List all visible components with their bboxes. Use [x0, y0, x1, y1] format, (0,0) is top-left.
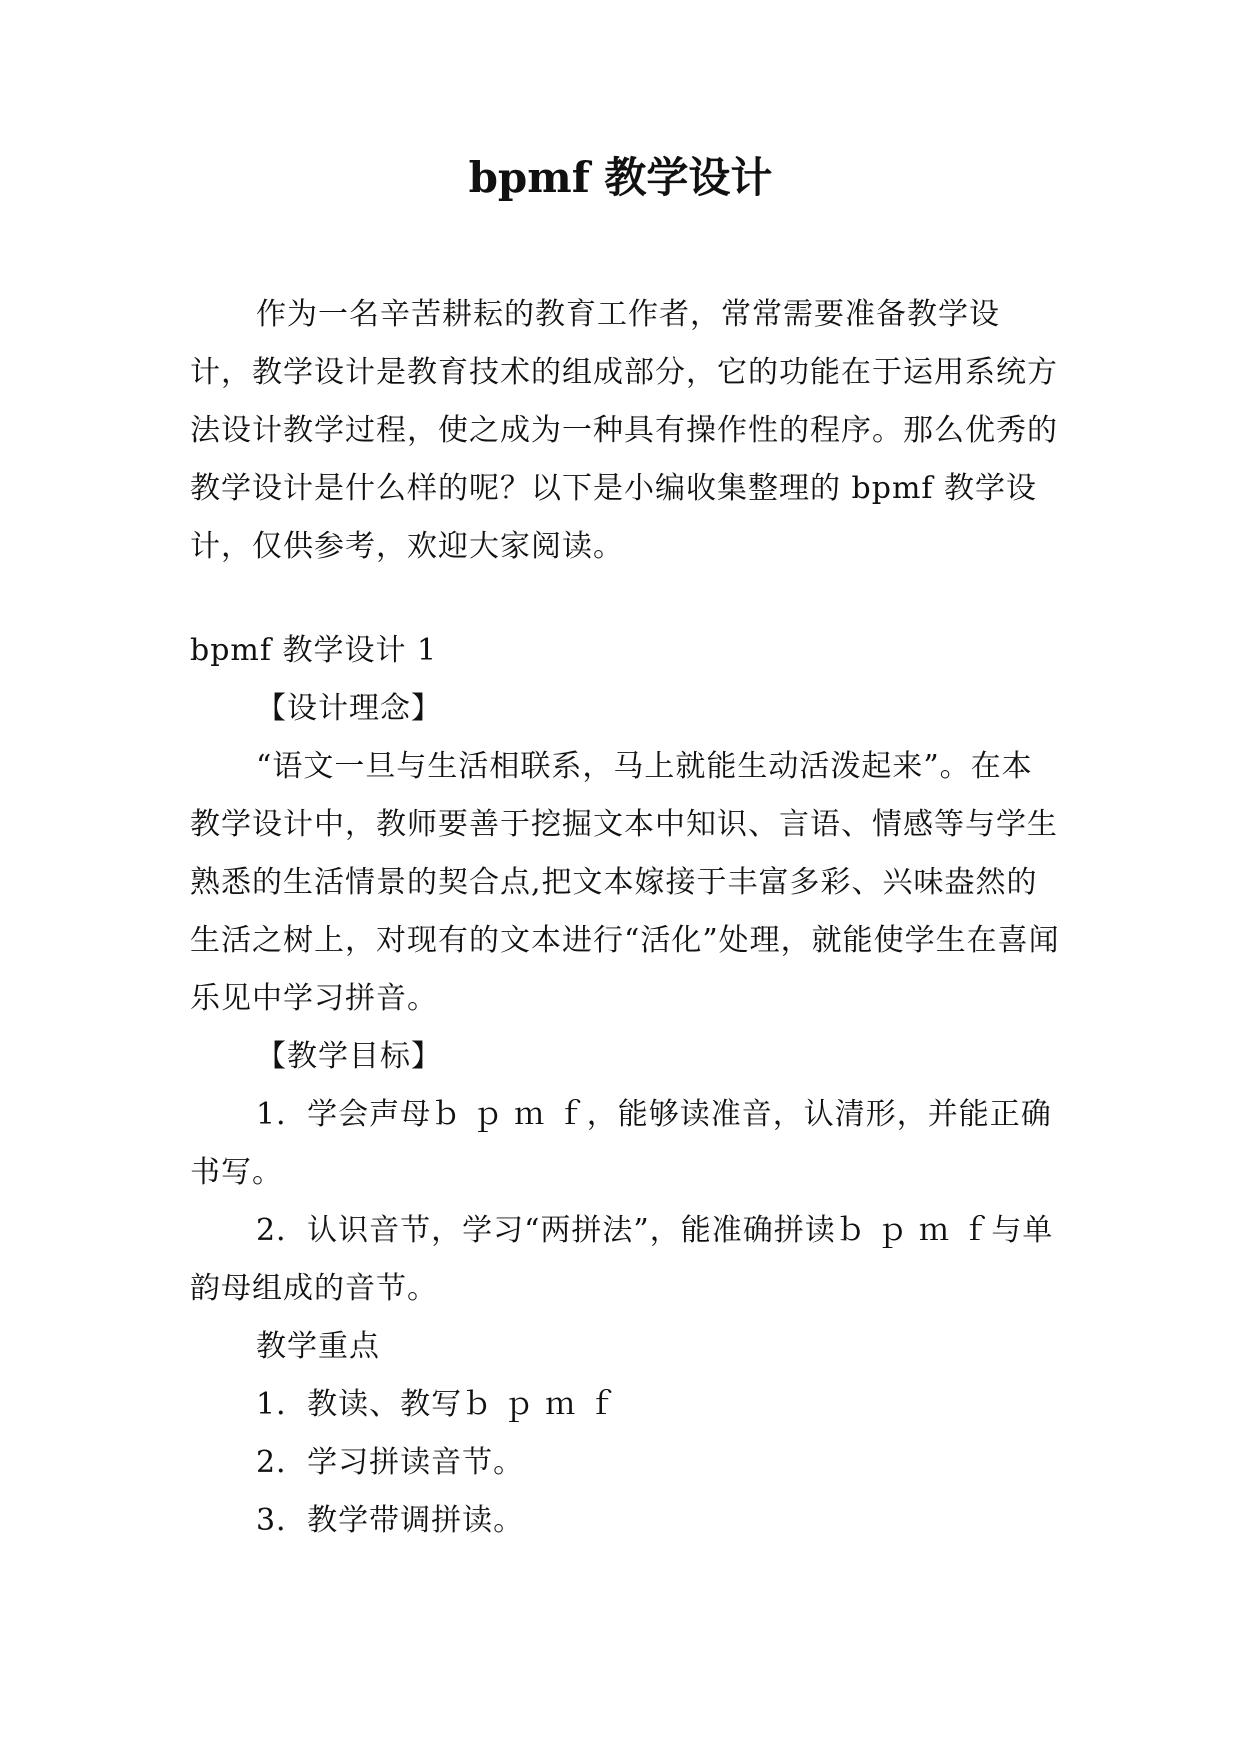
- document-title: bpmf 教学设计: [468, 153, 773, 202]
- key-point-item-2: 2．学习拼读音节。: [256, 1445, 525, 1480]
- goal-item-2: 2．认识音节，学习“两拼法”，能准确拼读ｂ ｐ ｍ ｆ与单韵母组成的音节。: [190, 1213, 1054, 1306]
- goals-heading: 【教学目标】: [256, 1039, 442, 1074]
- section-title: bpmf 教学设计 1: [190, 633, 438, 668]
- goal-item-1: 1．学会声母ｂ ｐ ｍ ｆ，能够读准音，认清形，并能正确书写。: [190, 1097, 1052, 1190]
- intro-paragraph: 作为一名辛苦耕耘的教育工作者，常常需要准备教学设计，教学设计是教育技术的组成部分，它的功能在于运用系统方法设计教学过程，使之成为一种具有操作性的程序。那么优秀的教学设计是什么样的呢？以下是小编收集整理的 bpmf 教学设计，仅供参考，欢迎大家阅读。: [190, 297, 1058, 564]
- key-point-item-1: 1．教读、教写ｂ ｐ ｍ ｆ: [256, 1387, 618, 1422]
- concept-paragraph: “语文一旦与生活相联系，马上就能生动活泼起来”。在本教学设计中，教师要善于挖掘文本中知识、言语、情感等与学生熟悉的生活情景的契合点,把文本嫁接于丰富多彩、兴味盎然的生活之树上，对现有的文本进行“活化”处理，就能使学生在喜闻乐见中学习拼音。: [190, 749, 1060, 1016]
- document-body: [190, 286, 1060, 1550]
- key-point-item-3: 3．教学带调拼读。: [256, 1503, 525, 1538]
- key-points-heading: 教学重点: [256, 1329, 380, 1364]
- concept-heading: 【设计理念】: [256, 691, 442, 726]
